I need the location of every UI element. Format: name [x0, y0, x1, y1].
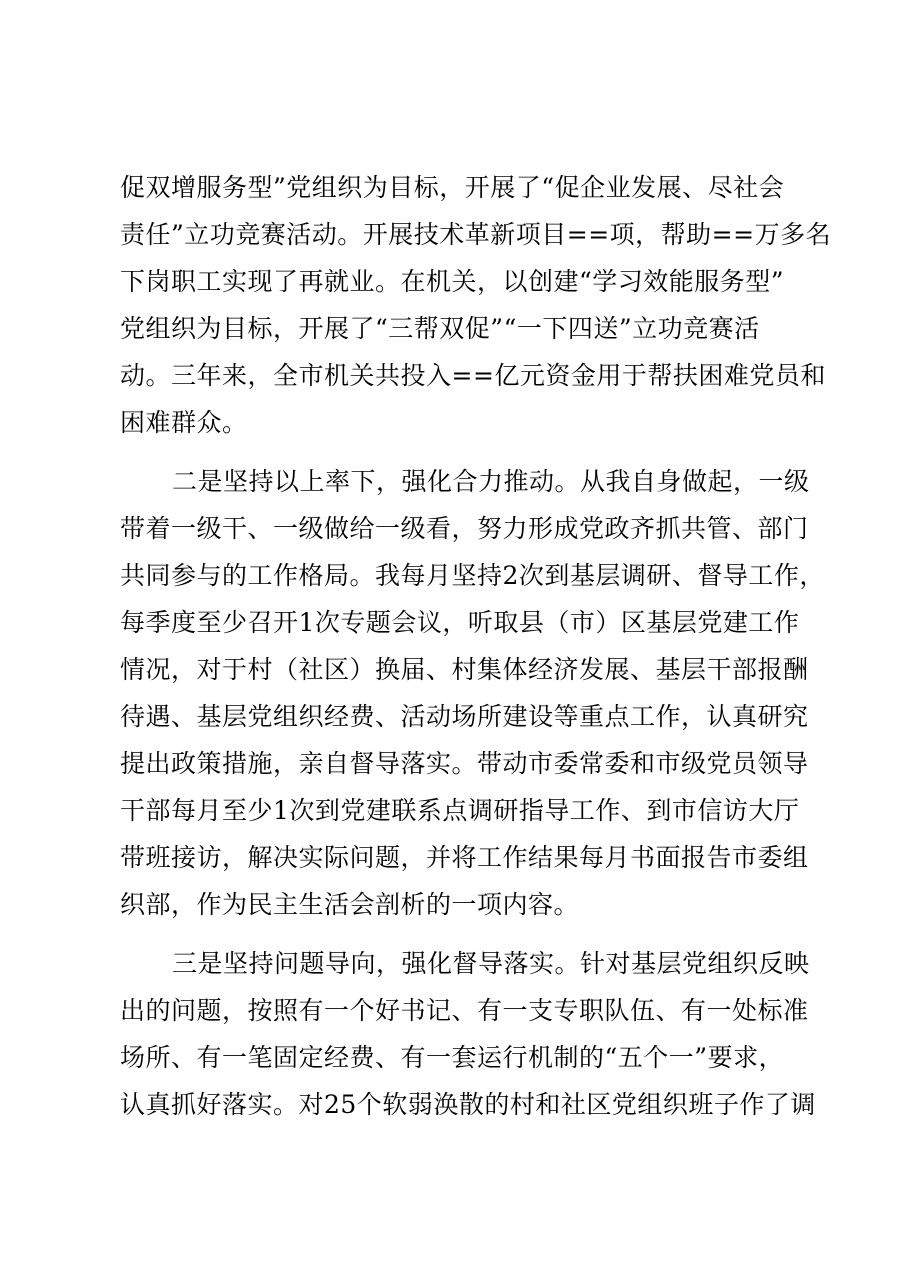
document-body: [120, 164, 832, 1128]
text-line: 二是坚持以上率下，强化合力推动。从我自身做起，一级: [172, 467, 810, 496]
text-line: 三是坚持问题导向，强化督导落实。针对基层党组织反映: [172, 949, 810, 978]
text-line: 情况，对于村（社区）换届、村集体经济发展、基层干部报酬: [120, 655, 809, 684]
paragraph-2: [120, 458, 825, 928]
text-line: 每季度至少召开1次专题会议，听取县（市）区基层党建工作: [120, 608, 800, 637]
text-line: 提出政策措施，亲自督导落实。带动市委常委和市级党员领导: [120, 749, 809, 778]
text-line: 干部每月至少1次到党建联系点调研指导工作、到市信访大厅: [120, 796, 800, 825]
text-line: 带着一级干、一级做给一级看，努力形成党政齐抓共管、部门: [120, 514, 809, 543]
text-line: 出的问题，按照有一个好书记、有一支专职队伍、有一处标准: [120, 996, 809, 1025]
text-line: 下岗职工实现了再就业。在机关，以创建“学习效能服务型”: [120, 267, 785, 296]
text-line: 共同参与的工作格局。我每月坚持2次到基层调研、督导工作，: [120, 561, 825, 590]
text-line: 场所、有一笔固定经费、有一套运行机制的“五个一”要求，: [120, 1043, 785, 1072]
text-line: 困难群众。: [120, 408, 248, 437]
text-line: 党组织为目标，开展了“三帮双促”“一下四送”立功竞赛活: [120, 314, 760, 343]
text-line: 动。三年来，全市机关共投入==亿元资金用于帮扶困难党员和: [120, 361, 826, 390]
text-line: 责任”立功竞赛活动。开展技术革新项目==项，帮助==万多名: [120, 220, 832, 249]
text-line: 带班接访，解决实际问题，并将工作结果每月书面报告市委组: [120, 843, 809, 872]
paragraph-3: [120, 940, 816, 1128]
paragraph-1: [120, 164, 832, 446]
text-line: 认真抓好落实。对25个软弱涣散的村和社区党组织班子作了调: [120, 1090, 816, 1119]
text-line: 待遇、基层党组织经费、活动场所建设等重点工作，认真研究: [120, 702, 809, 731]
text-line: 促双增服务型”党组织为目标，开展了“促企业发展、尽社会: [120, 173, 785, 202]
text-line: 织部，作为民主生活会剖析的一项内容。: [120, 890, 580, 919]
